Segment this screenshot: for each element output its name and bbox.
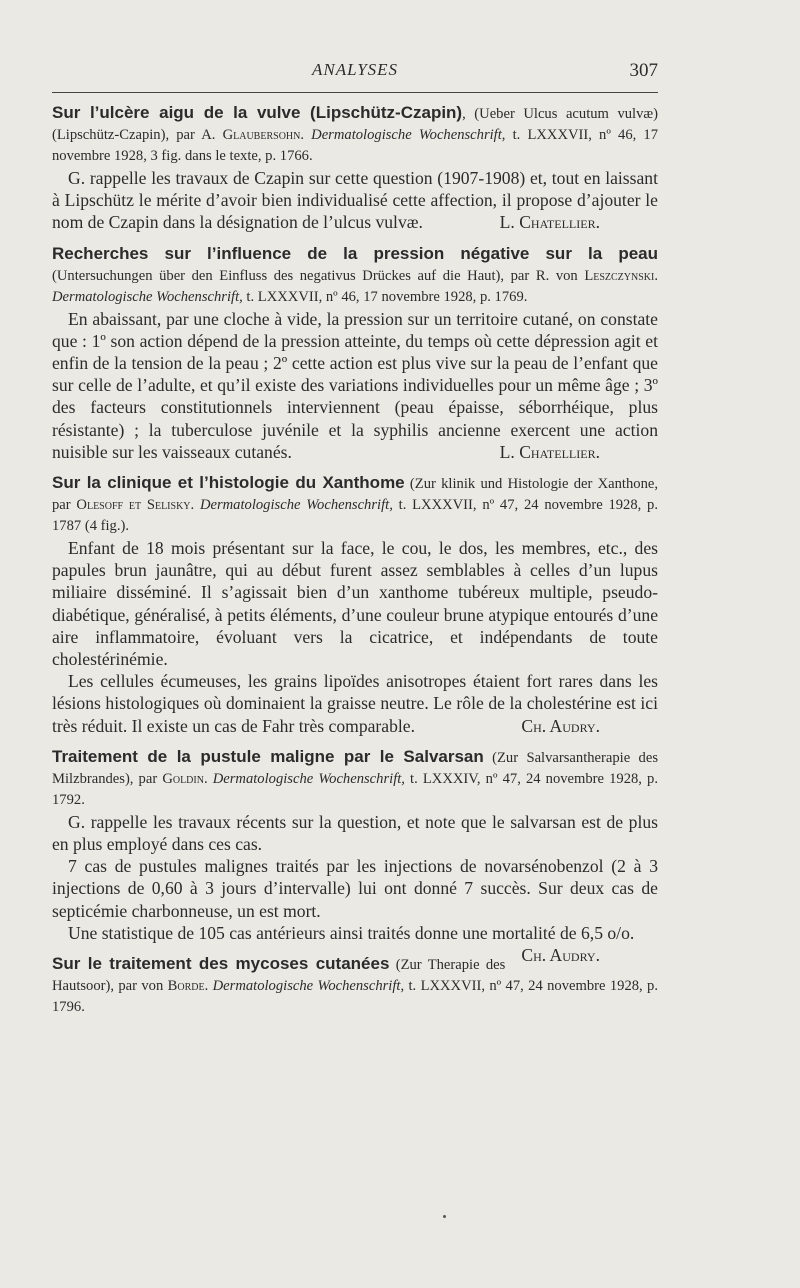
article-heading: Sur l’ulcère aigu de la vulve (Lipschütz-Czapin) [52,103,463,122]
article-heading: Sur la clinique et l’histologie du Xanthome [52,473,405,493]
page-number: 307 [629,60,658,81]
article-heading: Recherches sur l’influence de la pression négative sur la peau [52,243,658,263]
article-signature: L. Chatellier. [499,212,600,233]
article-author: Glaubersohn. [222,127,305,143]
article-paragraph: 7 cas de pustules malignes traités par les injections de novarsénobenzol (2 à 3 injections de 0,60 à 3 jours d’intervalle) lui ont donné 7 succès. Sur deux cas de septicémie charbonneuse, un est mort. [52,856,658,921]
reference-details: t. LXXXVII, nº 47, 24 novembre 1928, p. 1796. [52,978,659,1016]
ink-speck [443,1215,446,1218]
journal-name: Dermatologische Wochenschrift, [304,127,506,143]
reference-text: (Zur Therapie des Hautsoor), par von [52,957,506,995]
article-reference [52,102,658,167]
article-paragraph: Une statistique de 105 cas antérieurs ainsi traités donne une mortalité de 6,5 o/o. Ch. Audry. [52,922,658,944]
reference-text: (Zur klinik und Histologie der Xanthone, par [52,476,658,514]
reference-details: t. LXXXVII, nº 46, 17 novembre 1928, 3 fig. dans le texte, p. 1766. [52,127,659,164]
running-head [52,60,658,84]
header-rule [52,92,658,93]
article-heading: Traitement de la pustule maligne par le Salvarsan [52,746,484,766]
article-heading: Sur le traitement des mycoses cutanées [52,954,390,974]
article-paragraph: Les cellules écumeuses, les grains lipoïdes anisotropes étaient fort rares dans les lésions histologiques où dominaient la graisse neutre. Le rôle de la cholestérine est ici très réduit. Il existe un cas de Fahr très comparable. Ch. Audry. [52,671,658,736]
journal-name: Dermatologische Wochenschrift, [194,497,393,514]
article-signature: Ch. Audry. [521,715,600,736]
reference-text: (Untersuchungen über den Einfluss des negativus Drückes auf die Haut), par R. von [52,267,585,284]
reference-details: t. LXXXVII, nº 46, 17 novembre 1928, p. 1769. [242,288,528,305]
article-reference [52,746,658,811]
article-paragraph: G. rappelle les travaux récents sur la question, et note que le salvarsan est de plus en plus employé dans ces cas. [52,811,658,855]
reference-text: , (Ueber Ulcus acutum vulvæ) (Lipschütz-Czapin), par A. [52,106,658,143]
journal-name: Dermatologische Wochenschrift, [207,770,405,787]
reference-text: (Zur Salvarsantherapie des Milzbrandes), par [52,749,659,787]
article-signature: Ch. Audry. [521,945,600,966]
reference-details: t. LXXXIV, nº 47, 24 novembre 1928, p. 1792. [52,770,659,808]
reference-details: t. LXXXVII, nº 47, 24 novembre 1928, p. 1787 (4 fig.). [52,497,659,535]
article-author: Olesoff et Selisky. [76,497,195,514]
article-author: Borde. [167,978,209,995]
article [52,102,658,234]
article-reference [52,472,658,537]
article [52,243,658,463]
article-author: Goldin. [162,770,208,787]
article-reference [52,243,658,308]
article-list [52,102,658,1018]
article-author: Leszczynski. [584,267,658,284]
journal-name: Dermatologische Wochenschrift, [52,288,243,305]
running-title: ANALYSES [311,60,399,79]
article-paragraph: En abaissant, par une cloche à vide, la pression sur un territoire cutané, on constate que : 1º son action dépend de la pression atteinte, du temps où cette dépression agit et enfin de la tension de la peau ; 2º cette action est plus vive sur la peau de l’enfant que sur celle de l’adulte, et qu’il existe des variations individuelles pour un même âge ; 3º des facteurs constitutionnels interviennent (peau épaisse, séborrhéique, plus résistante) ; la tuberculose juvénile et la syphilis ancienne exercent une action nuisible sur les vaisseaux cutanés. L. Chatellier. [52,308,658,462]
journal-name: Dermatologische Wochenschrift, [208,978,405,995]
article [52,472,658,737]
article-paragraph: G. rappelle les travaux de Czapin sur cette question (1907-1908) et, tout en laissant à Lipschütz le mérite d’avoir bien individualisé cette affection, il propose d’ajouter le nom de Czapin dans la désignation de l’ulcus vulvæ. L. Chatellier. [52,168,658,233]
article-signature: L. Chatellier. [499,441,600,462]
article-paragraph: Enfant de 18 mois présentant sur la face, le cou, le dos, les membres, etc., des papules brun jaunâtre, qui au début furent assez semblables à celles d’un lupus miliaire disséminé. Il s’agissait bien d’un xanthome tubéreux multiple, pseudo-diabétique, généralisé, à petits éléments, d’une couleur brune atypique entourés d’une aire inflammatoire, évoluant vers la cicatrice, et indépendants de toute cholestérinémie. [52,538,658,670]
